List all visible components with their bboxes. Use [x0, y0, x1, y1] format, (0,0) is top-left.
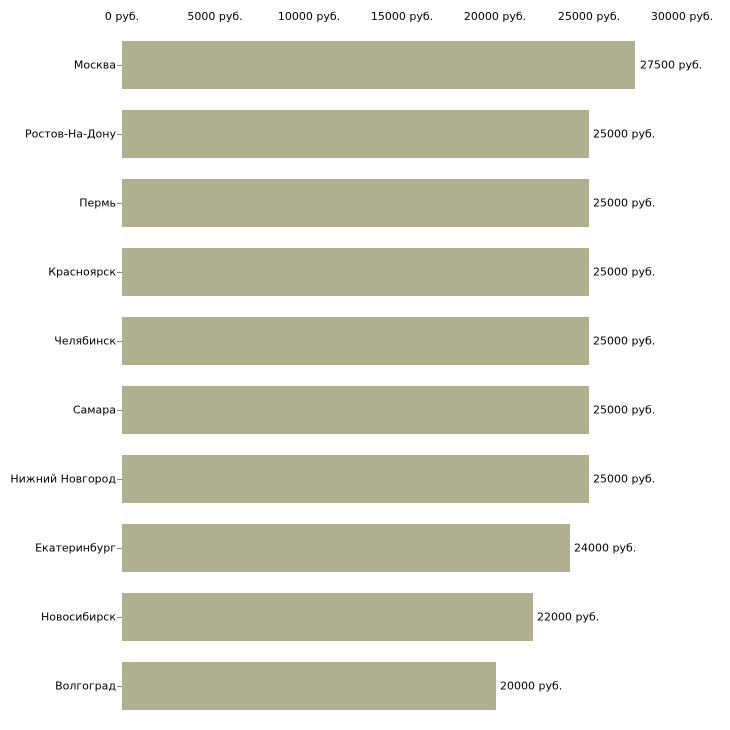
bar-value-label: 24000 руб. — [574, 541, 637, 554]
bar-value-label: 25000 руб. — [593, 403, 656, 416]
category-label: Нижний Новгород — [10, 472, 116, 485]
bar[interactable] — [122, 41, 635, 89]
category-label: Ростов-На-Дону — [24, 127, 116, 140]
bar[interactable] — [122, 662, 496, 710]
bar-row — [0, 375, 730, 444]
x-tick-label-6: 30000 руб. — [650, 10, 714, 23]
bar-row — [0, 306, 730, 375]
bar[interactable] — [122, 179, 589, 227]
bar[interactable] — [122, 455, 589, 503]
bar[interactable] — [122, 110, 589, 158]
x-tick-label-5: 25000 руб. — [557, 10, 621, 23]
category-label: Пермь — [79, 196, 116, 209]
x-tick-label-1: 5000 руб. — [187, 10, 243, 23]
x-tick-label-4: 20000 руб. — [463, 10, 527, 23]
bar-row — [0, 99, 730, 168]
x-tick-label-2: 10000 руб. — [277, 10, 341, 23]
bar-row — [0, 444, 730, 513]
bar[interactable] — [122, 248, 589, 296]
category-label: Екатеринбург — [35, 541, 116, 554]
bar-row — [0, 237, 730, 306]
x-tick-label-0: 0 руб. — [104, 10, 140, 23]
bar-row — [0, 651, 730, 720]
bar[interactable] — [122, 317, 589, 365]
category-label: Москва — [73, 58, 116, 71]
bar[interactable] — [122, 593, 533, 641]
bar-row — [0, 582, 730, 651]
category-label: Красноярск — [48, 265, 116, 278]
category-label: Челябинск — [54, 334, 116, 347]
bar-value-label: 25000 руб. — [593, 196, 656, 209]
x-axis-tick-labels — [0, 0, 730, 30]
bar-value-label: 25000 руб. — [593, 472, 656, 485]
bar[interactable] — [122, 386, 589, 434]
plot-area — [0, 30, 730, 720]
category-label: Волгоград — [55, 679, 116, 692]
x-tick-label-3: 15000 руб. — [370, 10, 434, 23]
bar-value-label: 25000 руб. — [593, 334, 656, 347]
category-label: Самара — [72, 403, 116, 416]
bar-row — [0, 30, 730, 99]
bar[interactable] — [122, 524, 570, 572]
category-label: Новосибирск — [40, 610, 116, 623]
bar-value-label: 22000 руб. — [537, 610, 600, 623]
bar-row — [0, 168, 730, 237]
bar-value-label: 20000 руб. — [500, 679, 563, 692]
bar-value-label: 27500 руб. — [640, 58, 703, 71]
bar-row — [0, 513, 730, 582]
bar-value-label: 25000 руб. — [593, 265, 656, 278]
bar-value-label: 25000 руб. — [593, 127, 656, 140]
